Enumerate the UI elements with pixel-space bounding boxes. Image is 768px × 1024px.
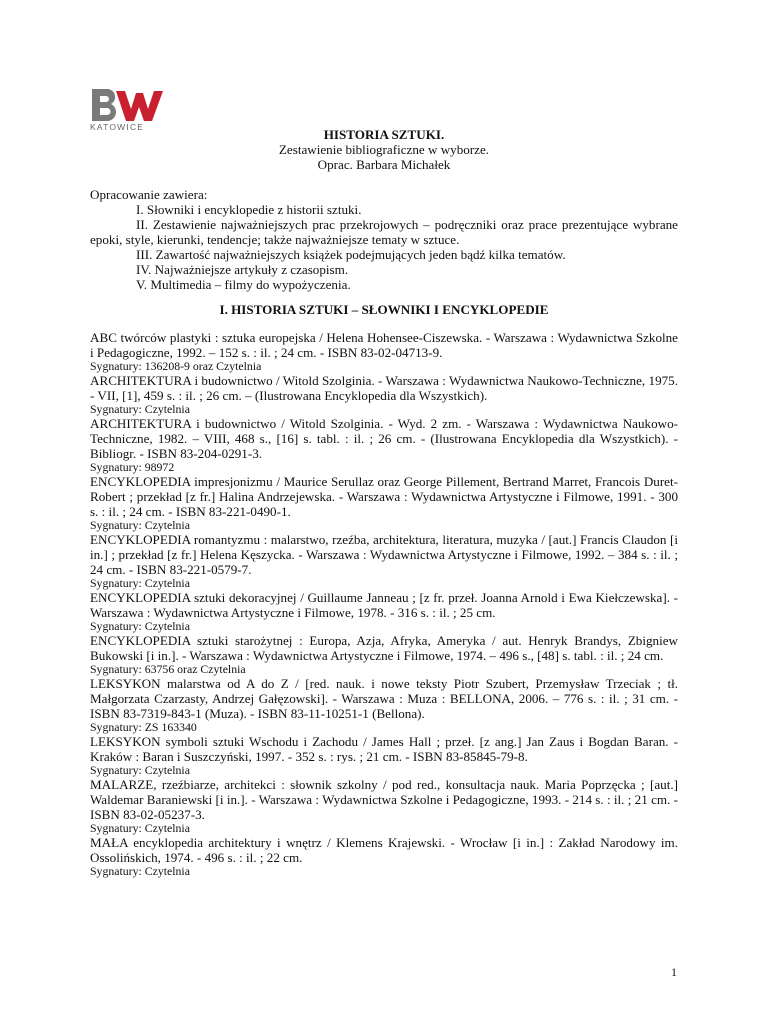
entry-text: ABC twórców plastyki : sztuka europejska / Helena Hohensee-Ciszewska. - Warszawa : Wydawnictwa Szkolne i Pedagogiczne, 1992. – 152 s. : il. ; 24 cm. - ISBN 83-02-04713-9.	[90, 330, 678, 360]
page-number: 1	[671, 965, 677, 979]
contents-item: V. Multimedia – filmy do wypożyczenia.	[136, 277, 351, 292]
bibliography-entry	[90, 835, 678, 878]
contents-intro: Opracowanie zawiera:	[90, 187, 208, 202]
bw-logo-icon	[90, 85, 165, 123]
entry-text: MAŁA encyklopedia architektury i wnętrz / Klemens Krajewski. - Wrocław [i in.] : Zakład Narodowy im. Ossolińskich, 1974. - 496 s. : il. ; 22 cm.	[90, 835, 678, 865]
entry-signature: Sygnatury: Czytelnia	[90, 763, 190, 777]
entry-signature: Sygnatury: Czytelnia	[90, 821, 190, 835]
contents-item: IV. Najważniejsze artykuły z czasopism.	[136, 262, 349, 277]
entry-signature: Sygnatury: 136208-9 oraz Czytelnia	[90, 359, 262, 373]
bibliography-entry	[90, 416, 678, 474]
entry-signature: Sygnatury: 98972	[90, 460, 175, 474]
entry-text: LEKSYKON malarstwa od A do Z / [red. nauk. i nowe teksty Piotr Szubert, Przemysław Trzeciak ; tł. Małgorzata Czarzasty, Andrzej Gałęzowski]. - Warszawa : Muza : BELLONA, 2006. – 776 s. : il. ; 31 cm. - ISBN 83-7319-843-1 (Muza). - ISBN 83-11-10251-1 (Bellona).	[90, 676, 678, 721]
entry-signature: Sygnatury: 63756 oraz Czytelnia	[90, 662, 246, 676]
logo-city-label: KATOWICE	[90, 122, 145, 132]
bibliography-entry	[90, 590, 678, 633]
contents-item: II. Zestawienie najważniejszych prac przekrojowych – podręczniki oraz prace prezentujące wybrane epoki, style, kierunki, tendencje; także najważniejsze tematy w sztuce.	[90, 217, 678, 247]
entry-signature: Sygnatury: ZS 163340	[90, 720, 197, 734]
document-subtitle: Zestawienie bibliograficzne w wyborze.	[278, 142, 490, 157]
section-heading: I. HISTORIA SZTUKI – SŁOWNIKI I ENCYKLOPEDIE	[219, 302, 549, 317]
entry-signature: Sygnatury: Czytelnia	[90, 576, 190, 590]
bibliography-entry	[90, 734, 678, 777]
entry-signature: Sygnatury: Czytelnia	[90, 402, 190, 416]
bibliography-entry	[90, 373, 678, 416]
entry-text: ENCYKLOPEDIA sztuki starożytnej : Europa, Azja, Afryka, Ameryka / aut. Henryk Brandys, Zbigniew Bukowski [i in.]. - Warszawa : Wydawnictwa Artystyczne i Filmowe, 1974. – 496 s., [48] s. tabl. : il. ; 24 cm.	[90, 633, 678, 663]
entry-text: ARCHITEKTURA i budownictwo / Witold Szolginia. - Warszawa : Wydawnictwa Naukowo-Techniczne, 1975. - VII, [1], 459 s. : il. ; 26 cm. – (Ilustrowana Encyklopedia dla Wszystkich).	[90, 373, 678, 403]
bibliography-entry	[90, 330, 678, 373]
document-title: HISTORIA SZTUKI.	[323, 127, 445, 142]
bibliography-entry	[90, 676, 678, 734]
bibliography-entry	[90, 777, 678, 835]
entry-text: LEKSYKON symboli sztuki Wschodu i Zachodu / James Hall ; przeł. [z ang.] Jan Zaus i Bogdan Baran. - Kraków : Baran i Suszczyński, 1997. - 352 s. : rys. ; 21 cm. - ISBN 83-85845-79-8.	[90, 734, 678, 764]
document-author: Oprac. Barbara Michałek	[317, 157, 451, 172]
bibliography-entry	[90, 532, 678, 590]
contents-item: I. Słowniki i encyklopedie z historii sztuki.	[136, 202, 362, 217]
entry-signature: Sygnatury: Czytelnia	[90, 518, 190, 532]
entry-text: ENCYKLOPEDIA sztuki dekoracyjnej / Guillaume Janneau ; [z fr. przeł. Joanna Arnold i Ewa Kiełczewska]. - Warszawa : Wydawnictwa Artystyczne i Filmowe, 1978. - 316 s. : il. ; 25 cm.	[90, 590, 678, 620]
document-page	[90, 127, 678, 878]
bibliography-entry	[90, 633, 678, 676]
entry-signature: Sygnatury: Czytelnia	[90, 619, 190, 633]
contents-list	[90, 187, 678, 292]
bibliography-entry	[90, 474, 678, 532]
entry-text: MALARZE, rzeźbiarze, architekci : słownik szkolny / pod red., konsultacja nauk. Maria Poprzęcka ; [aut.] Waldemar Baraniewski [i in.]. - Warszawa : Wydawnictwa Szkolne i Pedagogiczne, 1993. - 214 s. : il. ; 21 cm. - ISBN 83-02-05237-3.	[90, 777, 678, 822]
entry-signature: Sygnatury: Czytelnia	[90, 864, 190, 878]
entry-text: ENCYKLOPEDIA impresjonizmu / Maurice Serullaz oraz George Pillement, Bertrand Marret, Francois Duret-Robert ; przekład [z fr.] Halina Andrzejewska. - Warszawa : Wydawnictwa Artystyczne i Filmowe, 1991. - 300 s. : il. ; 24 cm. - ISBN 83-221-0490-1.	[90, 474, 678, 519]
contents-item: III. Zawartość najważniejszych książek podejmujących jeden bądź kilka tematów.	[136, 247, 566, 262]
entry-text: ARCHITEKTURA i budownictwo / Witold Szolginia. - Wyd. 2 zm. - Warszawa : Wydawnictwa Naukowo-Techniczne, 1982. – VIII, 468 s., [16] s. tabl. : il. ; 26 cm. - (Ilustrowana Encyklopedia dla Wszystkich). - Bibliogr. - ISBN 83-204-0291-3.	[90, 416, 678, 461]
entry-text: ENCYKLOPEDIA romantyzmu : malarstwo, rzeźba, architektura, literatura, muzyka / [aut.] Francis Claudon [i in.] ; przekład [z fr.] Helena Kęszycka. - Warszawa : Wydawnictwa Artystyczne i Filmowe, 1992. – 384 s. : il. ; 24 cm. - ISBN 83-221-0579-7.	[90, 532, 678, 577]
